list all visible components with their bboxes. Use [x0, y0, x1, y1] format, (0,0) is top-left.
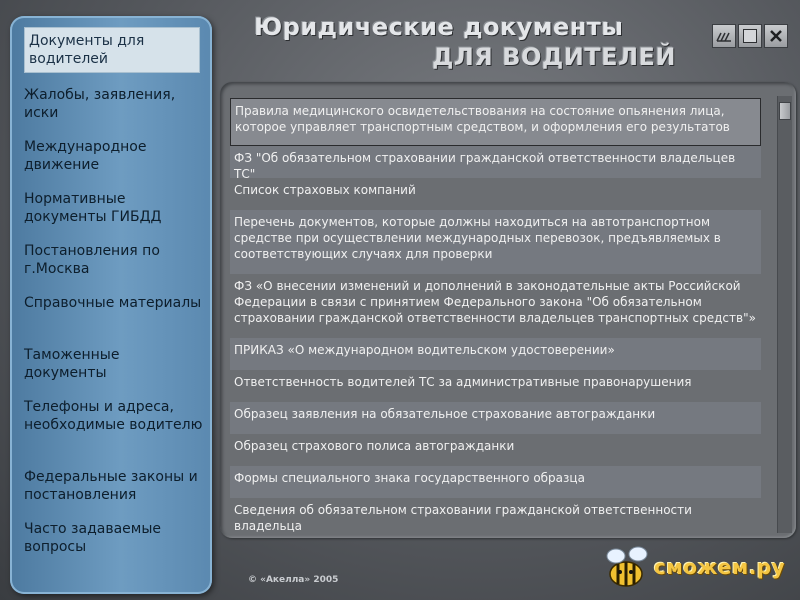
sidebar-item-federal-laws[interactable]: Федеральные законы и постановления	[24, 469, 198, 503]
minimize-button[interactable]	[738, 24, 762, 48]
list-item[interactable]: Правила медицинского освидетельствования на состояние опьянения лица, которое управляет транспортным средством, и оформления его результатов	[230, 98, 761, 146]
copyright: © «Акелла» 2005	[248, 575, 339, 585]
watermark-logo	[598, 542, 785, 592]
scrollbar-thumb[interactable]	[779, 102, 791, 120]
list-item[interactable]: ПРИКАЗ «О международном водительском удостоверении»	[230, 338, 761, 370]
sidebar-item-reference[interactable]: Справочные материалы	[24, 295, 202, 311]
minimize-icon	[743, 29, 757, 43]
list-item[interactable]: Формы специального знака государственного образца	[230, 466, 761, 498]
list-item[interactable]: Сведения об обязательном страховании гражданской ответственности владельца	[234, 503, 692, 533]
list-item[interactable]: Перечень документов, которые должны находиться на автотранспортном средстве при осуществлении международных перевозок, предъявляемых в соответствующих случаях для проверки	[230, 210, 761, 274]
list-item[interactable]: ФЗ "Об обязательном страховании гражданской ответственности владельцев ТС"	[230, 146, 761, 178]
sidebar-item-gibdd[interactable]: Нормативные документы ГИБДД	[24, 191, 162, 225]
list-item[interactable]: Список страховых компаний	[234, 183, 416, 197]
sidebar-item-drivers-docs[interactable]: Документы для водителей	[24, 27, 200, 73]
watermark-text: сможем.ру	[654, 555, 786, 579]
app-title-line1: Юридические документы	[254, 13, 624, 41]
sidebar-item-faq[interactable]: Часто задаваемые вопросы	[24, 521, 161, 555]
close-icon	[769, 29, 783, 43]
documents-scrollbar[interactable]	[777, 96, 792, 533]
close-button[interactable]	[764, 24, 788, 48]
list-item[interactable]: Образец заявления на обязательное страхование автогражданки	[230, 402, 761, 434]
sidebar-item-moscow[interactable]: Постановления по г.Москва	[24, 243, 160, 277]
pattern-button[interactable]	[712, 24, 736, 48]
sidebar	[10, 16, 212, 594]
sidebar-item-phones[interactable]: Телефоны и адреса, необходимые водителю	[24, 399, 203, 433]
list-item[interactable]: ФЗ «О внесении изменений и дополнений в законодательные акты Российской Федерации в связи с принятием Федерального закона "Об обязательном страховании гражданской ответственности владельцев транспортных средств"»	[234, 279, 756, 325]
sidebar-item-complaints[interactable]: Жалобы, заявления, иски	[24, 87, 176, 121]
bee-mascot-icon	[598, 542, 654, 592]
app-title-line2: ДЛЯ ВОДИТЕЛЕЙ	[432, 43, 676, 71]
window-controls	[712, 24, 788, 48]
list-item[interactable]: Ответственность водителей ТС за административные правонарушения	[234, 375, 692, 389]
sidebar-item-customs[interactable]: Таможенные документы	[24, 347, 120, 381]
sidebar-item-international[interactable]: Международное движение	[24, 139, 147, 173]
list-item[interactable]: Образец страхового полиса автогражданки	[234, 439, 515, 453]
pattern-icon	[716, 30, 732, 42]
